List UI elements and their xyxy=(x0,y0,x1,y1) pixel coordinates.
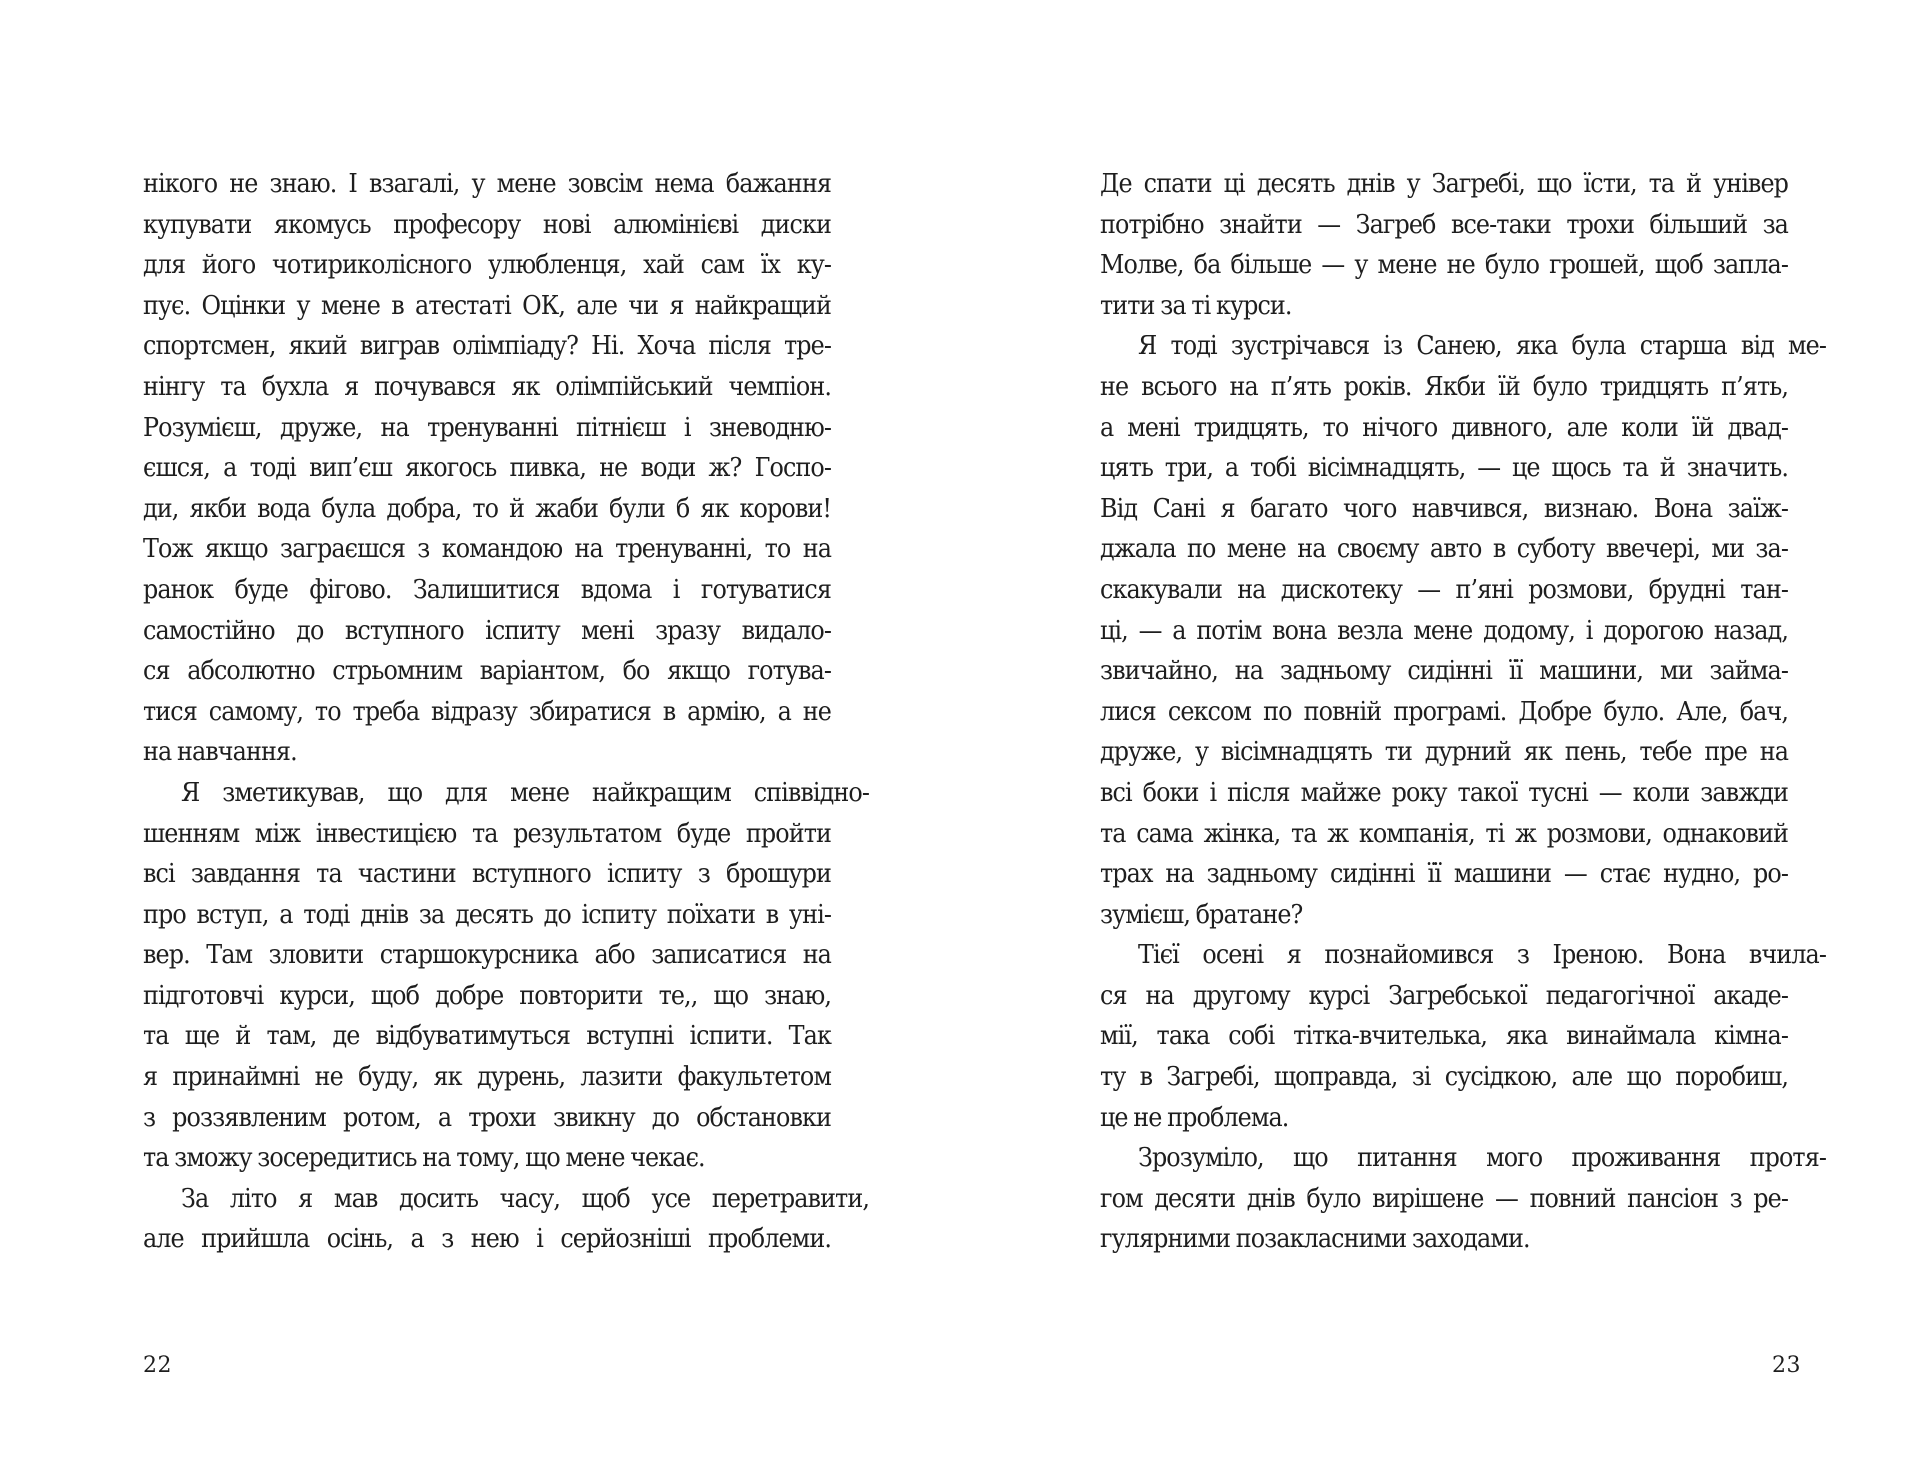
text-line: Я зметикував, що для мене найкращим співвідно- xyxy=(181,776,869,808)
text-line: самостійно до вступного іспиту мені зразу видало- xyxy=(143,614,831,646)
text-line: спортсмен, який виграв олімпіаду? Ні. Хоча після тре- xyxy=(143,330,831,362)
text-line: на навчання. xyxy=(143,736,297,768)
text-line: скакували на дискотеку — п’яні розмови, брудні тан- xyxy=(1100,573,1788,605)
text-line: підготовчі курси, щоб добре повторити те,, що знаю, xyxy=(143,979,831,1011)
text-line: Молве, ба більше — у мене не було грошей, щоб запла- xyxy=(1100,249,1788,281)
text-line: про вступ, а тоді днів за десять до іспиту поїхати в уні- xyxy=(143,898,831,930)
text-line: звичайно, на задньому сидінні її машини, ми займа- xyxy=(1100,655,1788,687)
text-line: цять три, а тобі вісімнадцять, — це щось та й значить. xyxy=(1100,452,1788,484)
left-page-text xyxy=(143,164,869,1260)
text-line: Я тоді зустрічався із Санею, яка була старша від ме- xyxy=(1138,330,1826,362)
text-line: зумієш, братане? xyxy=(1100,898,1303,930)
text-line: гом десяти днів було вирішене — повний пансіон з ре- xyxy=(1100,1182,1788,1214)
text-line: потрібно знайти — Загреб все-таки трохи більший за xyxy=(1100,208,1788,240)
text-line: лися сексом по повній програмі. Добре було. Але, бач, xyxy=(1100,695,1788,727)
text-line: з роззявленим ротом, а трохи звикну до обстановки xyxy=(143,1101,831,1133)
text-line: тися самому, то треба відразу збиратися в армію, а не xyxy=(143,695,831,727)
text-line: мії, така собі тітка-вчителька, яка винаймала кімна- xyxy=(1100,1020,1788,1052)
text-line: нінгу та бухла я почувався як олімпійський чемпіон. xyxy=(143,370,831,402)
text-line: трах на задньому сидінні її машини — стає нудно, ро- xyxy=(1100,858,1788,890)
text-line: але прийшла осінь, а з нею і серйозніші проблеми. xyxy=(143,1223,831,1255)
text-line: ту в Загребі, щоправда, зі сусідкою, але що поробиш, xyxy=(1100,1061,1788,1093)
text-line: та зможу зосередитись на тому, що мене чекає. xyxy=(143,1142,705,1174)
text-line: За літо я мав досить часу, щоб усе перетравити, xyxy=(181,1182,869,1214)
text-line: купувати якомусь професору нові алюмінієві диски xyxy=(143,208,831,240)
text-line: вер. Там зловити старшокурсника або записатися на xyxy=(143,939,831,971)
text-line: ці, — а потім вона везла мене додому, і дорогою назад, xyxy=(1100,614,1788,646)
text-line: ся на другому курсі Загребської педагогічної акаде- xyxy=(1100,979,1788,1011)
text-line: Розумієш, друже, на тренуванні пітнієш і зневодню- xyxy=(143,411,831,443)
text-line: ранок буде фігово. Залишитися вдома і готуватися xyxy=(143,573,831,605)
text-line: для його чотириколісного улюбленця, хай сам їх ку- xyxy=(143,249,831,281)
text-line: тити за ті курси. xyxy=(1100,289,1292,321)
page-number-right: 23 xyxy=(1772,1353,1801,1378)
right-page xyxy=(960,0,1920,1477)
text-line: а мені тридцять, то нічого дивного, але коли їй двад- xyxy=(1100,411,1788,443)
text-line: я принаймні не буду, як дурень, лазити факультетом xyxy=(143,1061,831,1093)
text-line: ся абсолютно стрьомним варіантом, бо якщо готува- xyxy=(143,655,831,687)
text-line: ди, якби вода була добра, то й жаби були б як корови! xyxy=(143,492,831,524)
text-line: Тож якщо заграєшся з командою на тренуванні, то на xyxy=(143,533,831,565)
text-line: всі боки і після майже року такої тусні — коли завжди xyxy=(1100,776,1788,808)
text-line: Де спати ці десять днів у Загребі, що їсти, та й універ xyxy=(1100,168,1788,199)
text-line: та ще й там, де відбуватимуться вступні іспити. Так xyxy=(143,1020,831,1052)
text-line: не всього на п’ять років. Якби їй було тридцять п’ять, xyxy=(1100,370,1788,402)
text-line: єшся, а тоді вип’єш якогось пивка, не води ж? Госпо- xyxy=(143,452,831,484)
right-page-text xyxy=(1100,164,1826,1260)
text-line: Від Сані я багато чого навчився, визнаю. Вона заїж- xyxy=(1100,492,1788,524)
text-line: нікого не знаю. І взагалі, у мене зовсім нема бажання xyxy=(143,168,831,199)
text-line: Тієї осені я познайомився з Іреною. Вона вчила- xyxy=(1138,939,1826,971)
text-line: та сама жінка, та ж компанія, ті ж розмови, однаковий xyxy=(1100,817,1788,849)
text-line: Зрозуміло, що питання мого проживання протя- xyxy=(1138,1142,1826,1174)
text-line: пує. Оцінки у мене в атестаті ОК, але чи я найкращий xyxy=(143,289,831,321)
text-line: друже, у вісімнадцять ти дурний як пень, тебе пре на xyxy=(1100,736,1788,768)
text-line: гулярними позакласними заходами. xyxy=(1100,1223,1530,1255)
page-number-left: 22 xyxy=(143,1353,172,1378)
text-line: джала по мене на своєму авто в суботу ввечері, ми за- xyxy=(1100,533,1788,565)
text-line: це не проблема. xyxy=(1100,1101,1289,1133)
text-line: всі завдання та частини вступного іспиту з брошури xyxy=(143,858,831,890)
text-line: шенням між інвестицією та результатом буде пройти xyxy=(143,817,831,849)
